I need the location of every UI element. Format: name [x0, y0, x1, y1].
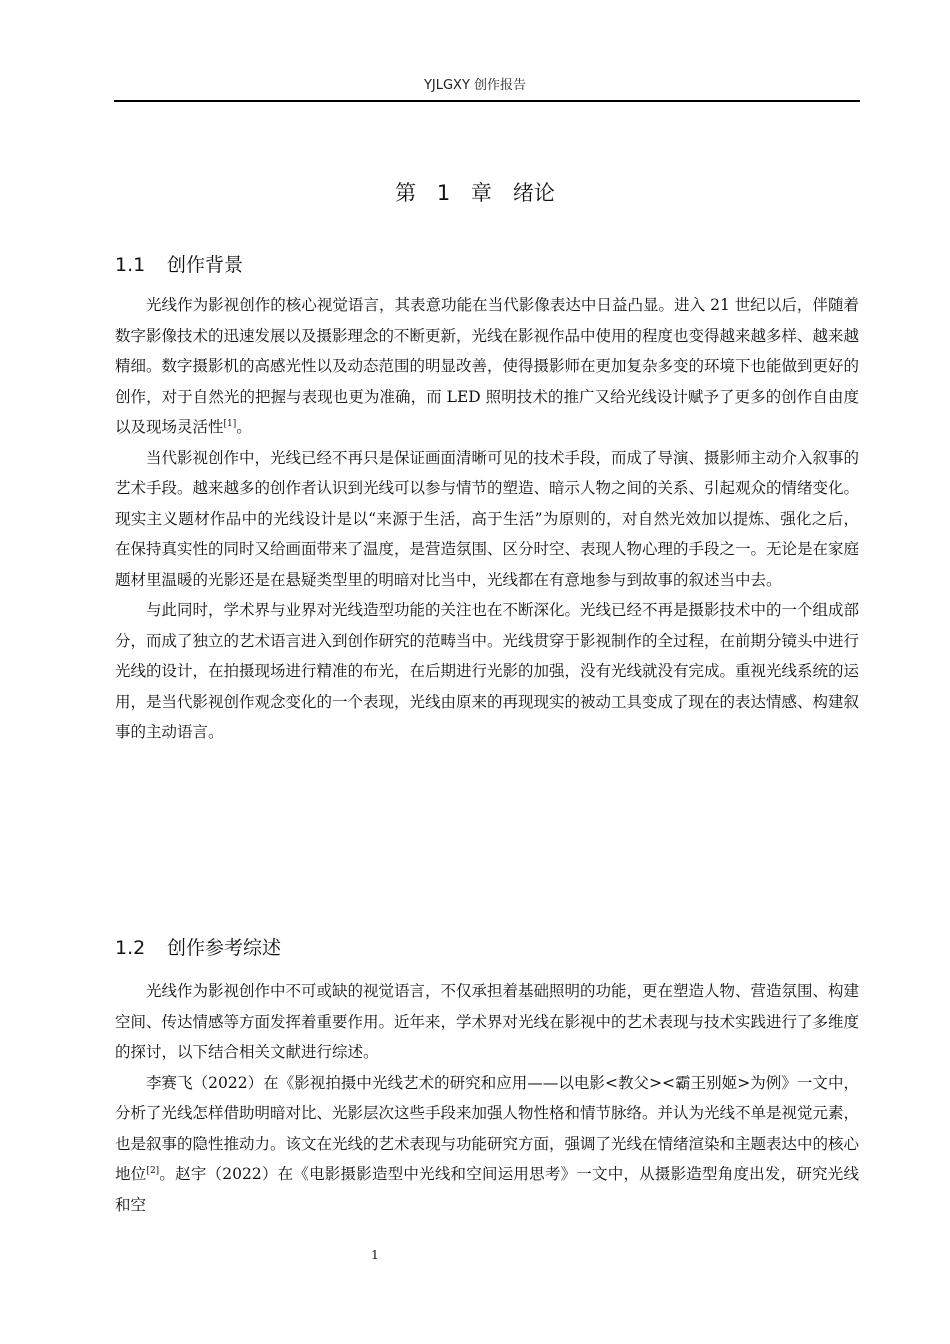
paragraph: [115, 1068, 859, 1221]
paragraph: [115, 595, 859, 748]
running-header: YJLGXY 创作报告: [423, 78, 527, 93]
paragraph-text: 光线作为影视创作中不可或缺的视觉语言，不仅承担着基础照明的功能，更在塑造人物、营造氛围、构建空间、传达情感等方面发挥着重要作用。近年来，学术界对光线在影视中的艺术表现与技术实践进行了多维度的探讨，以下结合相关文献进行综述。: [115, 982, 860, 1061]
section-1-2-body: [115, 976, 859, 1220]
paragraph: [115, 976, 859, 1068]
header-rule: [114, 100, 860, 102]
page-number: 1: [371, 1248, 379, 1262]
citation-ref: [2]: [146, 1165, 160, 1176]
paragraph-text: 与此同时，学术界与业界对光线造型功能的关注也在不断深化。光线已经不再是摄影技术中的一个组成部分，而成了独立的艺术语言进入到创作研究的范畴当中。光线贯穿于影视制作的全过程，在前期分镜头中进行光线的设计，在拍摄现场进行精准的布光，在后期进行光影的加强，没有光线就没有完成。重视光线系统的运用，是当代影视创作观念变化的一个表现，光线由原来的再现现实的被动工具变成了现在的表达情感、构建叙事的主动语言。: [115, 601, 860, 741]
section-number: 1.1: [115, 254, 146, 276]
section-heading-1-1: [115, 251, 243, 279]
paragraph: [115, 290, 859, 443]
paragraph: [115, 443, 859, 596]
section-title-text: 创作参考综述: [167, 937, 282, 959]
section-1-1-body: [115, 290, 859, 748]
paragraph-text: 李赛飞（2022）在《影视拍摄中光线艺术的研究和应用——以电影<教父><霸王别姬>为例》一文中，分析了光线怎样借助明暗对比、光影层次这些手段来加强人物性格和情节脉络。并认为光线不单是视觉元素，也是叙事的隐性推动力。该文在光线的艺术表现与功能研究方面，强调了光线在情绪渲染和主题表达中的核心地位: [115, 1073, 860, 1183]
paragraph-tail: 。赵宇（2022）在《电影摄影造型中光线和空间运用思考》一文中，从摄影造型角度出发，研究光线和空: [115, 1165, 859, 1214]
paragraph-text: 当代影视创作中，光线已经不再只是保证画面清晰可见的技术手段，而成了导演、摄影师主动介入叙事的艺术手段。越来越多的创作者认识到光线可以参与情节的塑造、暗示人物之间的关系、引起观众的情绪变化。现实主义题材作品中的光线设计是以“来源于生活，高于生活”为原则的，对自然光效加以提炼、强化之后，在保持真实性的同时又给画面带来了温度，是营造氛围、区分时空、表现人物心理的手段之一。无论是在家庭题材里温暖的光影还是在悬疑类型里的明暗对比当中，光线都在有意地参与到故事的叙述当中去。: [115, 448, 860, 589]
citation-ref: [1]: [223, 418, 237, 429]
paragraph-tail: 。: [236, 418, 252, 436]
chapter-title: 第 1 章 绪论: [395, 181, 555, 205]
section-number: 1.2: [115, 937, 146, 959]
paragraph-text: 光线作为影视创作的核心视觉语言，其表意功能在当代影像表达中日益凸显。进入 21 世纪以后，伴随着数字影像技术的迅速发展以及摄影理念的不断更新，光线在影视作品中使用的程度也变得越来越多样、越来越精细。数字摄影机的高感光性以及动态范围的明显改善，使得摄影师在更加复杂多变的环境下也能做到更好的创作，对于自然光的把握与表现也更为准确，而 LED 照明技术的推广又给光线设计赋予了更多的创作自由度以及现场灵活性: [115, 296, 860, 436]
section-heading-1-2: [115, 934, 281, 962]
section-title-text: 创作背景: [167, 254, 244, 276]
